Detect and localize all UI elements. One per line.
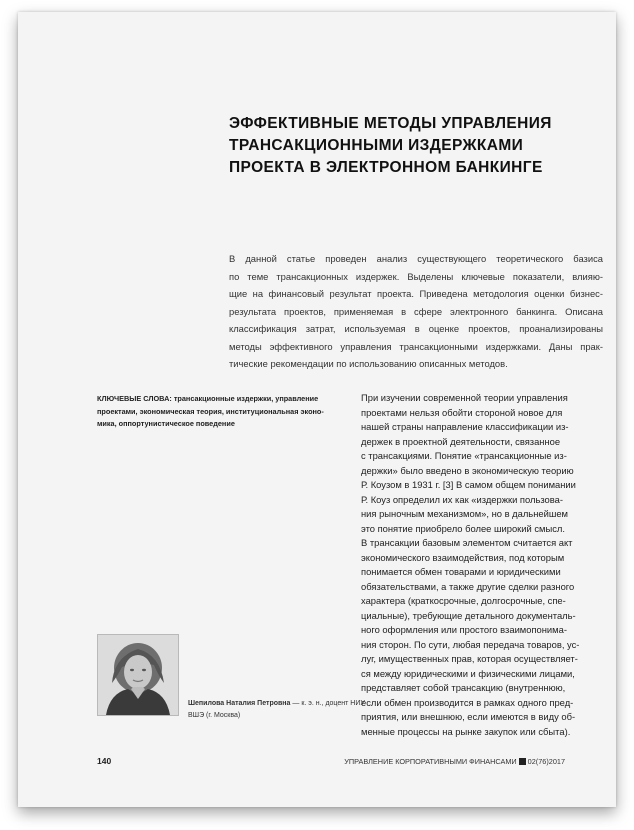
body-line: если обмен производится в рамках одного пред- (361, 696, 574, 708)
body-line: ния рыночным механизмом», но в дальнейшем (361, 508, 568, 519)
author-line-1 (188, 698, 365, 710)
abstract-line: результата проектов, применяемая в сфере электронного банкинга. Описана (229, 305, 603, 317)
abstract-line: по теме трансакционных издержек. Выделены ключевые показатели, влияю- (229, 270, 603, 282)
body-line: нашей страны направление классификации из- (361, 421, 569, 432)
article-body (361, 391, 606, 739)
body-line: проектами нельзя обойти стороной новое для (361, 406, 563, 418)
body-line: ся между юридическими и физическими лицами, (361, 667, 575, 679)
abstract-line: щие на финансовый результат проекта. Приведена методология оценки бизнес- (229, 288, 603, 299)
body-line: с трансакциями. Понятие «трансакционные из- (361, 450, 567, 461)
body-line: ния сторон. По сути, любая передача товаров, ус- (361, 638, 580, 650)
body-line: При изучении современной теории управления (361, 392, 568, 403)
author-photo (97, 634, 179, 716)
body-line: это понятие приобрело более широкий смысл. (361, 522, 565, 534)
keywords-line: КЛЮЧЕВЫЕ СЛОВА: трансакционные издержки, управление (97, 394, 319, 403)
body-line: обязательствами, а также другие сделки разного (361, 580, 575, 592)
square-separator-icon (519, 758, 526, 765)
body-line: Р. Коуз определил их как «издержки пользова- (361, 493, 563, 505)
author-degree: — к. э. н., доцент НИУ (290, 700, 365, 707)
abstract-line: методы эффективного управления трансакционными издержками. Даны прак- (229, 340, 603, 352)
body-line: Р. Коузом в 1931 г. [3] В самом общем понимании (361, 479, 576, 490)
body-line: менные процессы на рынке закупок или сбыта). (361, 725, 571, 737)
body-line: экономического взаимодействия, под которым (361, 551, 565, 563)
article-title (229, 113, 609, 179)
body-line: понимается обмен товарами и юридическими (361, 566, 561, 577)
journal-name: УПРАВЛЕНИЕ КОРПОРАТИВНЫМИ ФИНАНСАМИ (344, 757, 517, 766)
body-line: В трансакции базовым элементом считается акт (361, 537, 573, 548)
body-line: луг, имущественных прав, которая осуществляет- (361, 653, 578, 664)
author-info (188, 698, 365, 721)
journal-issue: 02(76)2017 (527, 757, 565, 766)
body-line: характера (краткосрочные, долгосрочные, спе- (361, 595, 566, 606)
author-portrait-icon (98, 635, 178, 715)
author-affiliation: ВШЭ (г. Москва) (188, 711, 241, 719)
body-line: держки» было введено в экономическую теорию (361, 464, 574, 476)
keywords-line: проектами, экономическая теория, институциональная эконо- (97, 406, 324, 416)
page-number: 140 (97, 756, 112, 766)
journal-footer (344, 757, 565, 766)
author-name: Шепилова Наталия Петровна (188, 700, 291, 707)
title-line: ПРОЕКТА В ЭЛЕКТРОННОМ БАНКИНГЕ (229, 159, 543, 176)
title-line: ЭФФЕКТИВНЫЕ МЕТОДЫ УПРАВЛЕНИЯ (229, 115, 552, 132)
abstract (229, 250, 603, 373)
abstract-line: классификация затрат, используемая в оценке проектов, проанализированы (229, 323, 603, 334)
body-line: циальные), требующие детального документаль- (361, 609, 576, 621)
body-line: представляет собой трансакцию (внутреннюю, (361, 682, 566, 693)
body-line: приятия, или внешнюю, если имеются в виду об- (361, 711, 576, 722)
body-line: держек в проектной деятельности, связанное (361, 435, 561, 447)
journal-page (18, 12, 616, 807)
body-line: ного оформления или простого взаимопонима- (361, 624, 567, 635)
abstract-line: тические рекомендации по использованию описанных методов. (229, 358, 508, 369)
keywords-line: мика, оппортунистическое поведение (97, 419, 235, 428)
keywords-block (97, 393, 342, 431)
title-line: ТРАНСАКЦИОННЫМИ ИЗДЕРЖКАМИ (229, 137, 524, 154)
abstract-line: В данной статье проведен анализ существующего теоретического базиса (229, 253, 603, 264)
